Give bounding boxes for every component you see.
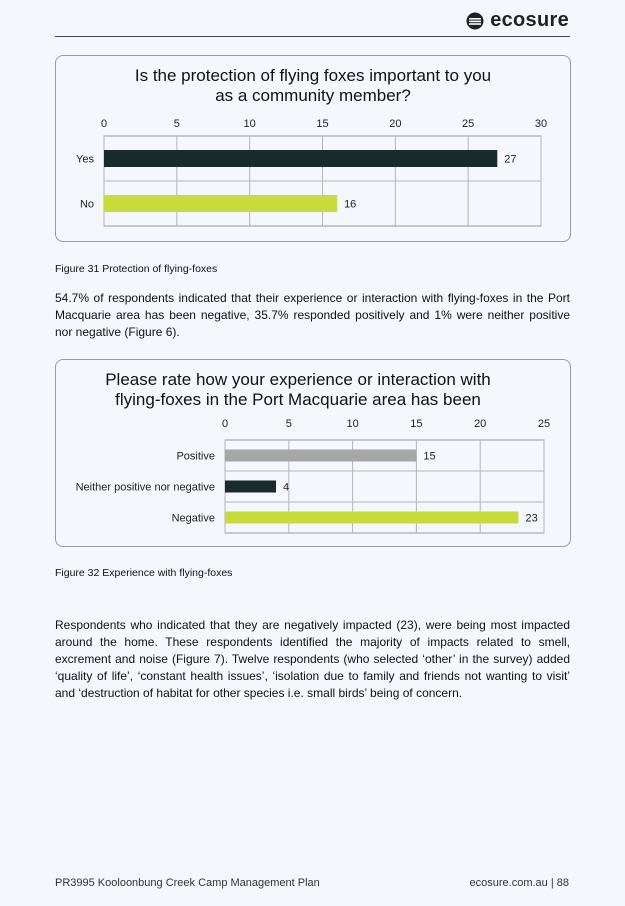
figure-31-caption: Figure 31 Protection of flying-foxes	[55, 263, 218, 275]
data-label: 27	[504, 153, 517, 166]
x-tick-label: 0	[221, 418, 229, 430]
chart-title-line2: as a community member?	[215, 86, 411, 105]
logo-text: ecosure	[490, 9, 569, 31]
chart-title-line2: flying-foxes in the Port Macquarie area has been	[115, 390, 481, 409]
chart-title-line1: Is the protection of flying foxes important to you	[134, 66, 492, 85]
ecosure-logo-icon	[466, 12, 484, 30]
chart-title-line1: Please rate how your experience or interaction with	[105, 370, 491, 389]
category-label: Yes	[76, 153, 94, 166]
figure-32-caption: Figure 32 Experience with flying-foxes	[55, 567, 233, 579]
category-label: Negative	[171, 512, 215, 525]
x-tick-label: 20	[389, 118, 402, 130]
data-label: 15	[423, 450, 436, 463]
x-tick-label: 30	[534, 118, 548, 130]
category-label: Neither positive nor negative	[75, 481, 215, 494]
bar-yes	[104, 150, 497, 167]
data-label: 4	[283, 481, 290, 494]
bar-no	[104, 195, 337, 212]
chart-protection-importance	[55, 55, 571, 242]
chart-experience-rating	[55, 359, 571, 547]
bar-chart-svg	[56, 360, 570, 546]
category-label: Positive	[176, 450, 215, 463]
data-label: 16	[344, 198, 357, 211]
data-label: 23	[525, 512, 538, 525]
header-divider	[55, 36, 570, 37]
footer-site-page: ecosure.com.au | 88	[469, 877, 569, 889]
footer-document-title: PR3995 Kooloonbung Creek Camp Management Plan	[55, 877, 320, 889]
header-logo	[466, 9, 569, 32]
bar-neither-positive-nor-negative	[225, 481, 276, 493]
x-tick-label: 5	[285, 418, 292, 430]
paragraph-1: 54.7% of respondents indicated that their experience or interaction with flying-foxes in the Port Macquarie area has been negative, 35.7% responded positively and 1% were neither positive nor negative (Figure 6).	[55, 291, 570, 339]
bar-positive	[225, 450, 416, 462]
paragraph-2: Respondents who indicated that they are negatively impacted (23), were being most impacted around the home. These respondents identified the majority of impacts related to smell, excrement and noise (Figure 7). Twelve respondents (who selected ‘other’ in the survey) added ‘quality of life’, ‘constant health issues’, ‘isolation due to family and friends not wanting to visit’ and ‘destruction of habitat for other species i.e. small birds’ being of concern.	[55, 618, 570, 700]
x-tick-label: 15	[316, 118, 329, 130]
x-tick-label: 10	[346, 418, 359, 430]
category-label: No	[79, 198, 94, 211]
x-tick-label: 5	[173, 118, 180, 130]
x-tick-label: 25	[462, 118, 475, 130]
x-tick-label: 10	[243, 118, 256, 130]
bar-chart-svg	[56, 56, 570, 241]
x-tick-label: 20	[474, 418, 487, 430]
x-tick-label: 15	[410, 418, 423, 430]
bar-negative	[225, 512, 518, 524]
x-tick-label: 25	[537, 418, 551, 430]
x-tick-label: 0	[100, 118, 108, 130]
